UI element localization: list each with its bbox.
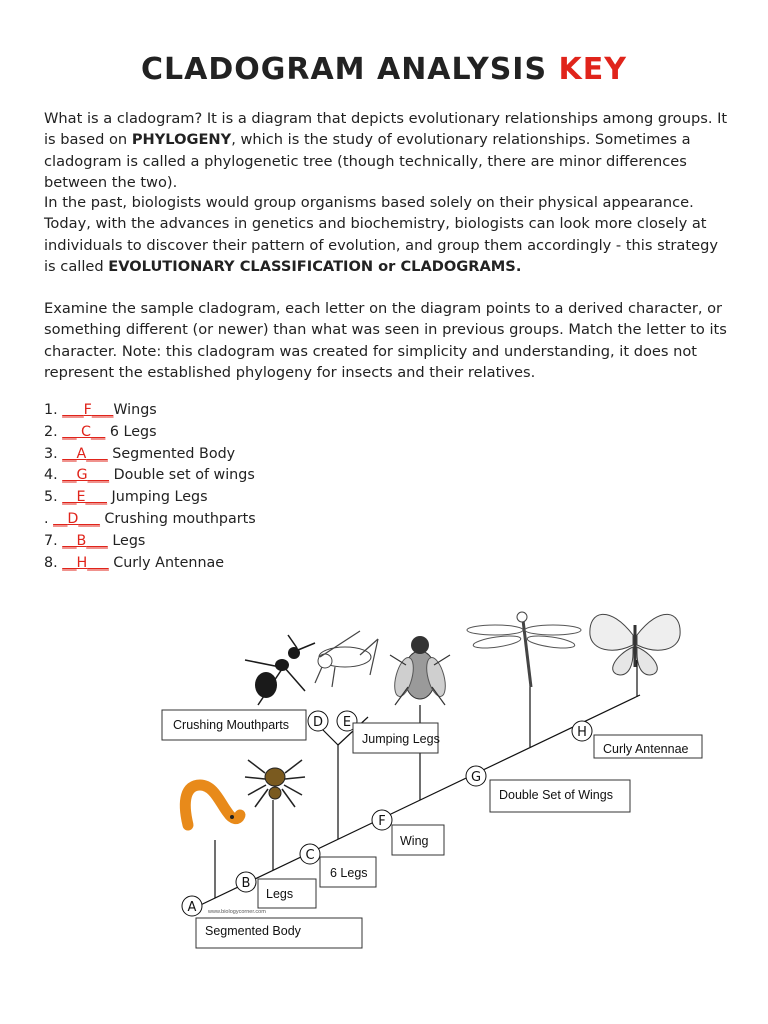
label-crushing-mouthparts <box>162 710 306 740</box>
svg-text:Curly Antennae: Curly Antennae <box>603 742 689 756</box>
butterfly-icon <box>590 614 680 675</box>
label-double-wings <box>490 780 630 812</box>
node-g <box>466 766 486 786</box>
evolutionary-classification-term: EVOLUTIONARY CLASSIFICATION or CLADOGRAMS. <box>108 257 522 275</box>
ant-icon <box>245 635 315 705</box>
worm-icon <box>185 785 240 825</box>
answer-item: 2. __ C__ 6 Legs <box>44 423 157 440</box>
intro-paragraph-3: Examine the sample cladogram, each letter on the diagram points to a derived character, or something different (or newer) than what was seen in previous groups. Match the letter to its character. Note: this cladogram was created for simplicity and understanding, it does not represent the established phylogeny for insects and their relatives. <box>44 300 727 381</box>
svg-text:Double Set of Wings: Double Set of Wings <box>499 788 613 802</box>
node-h <box>572 721 592 741</box>
svg-text:C: C <box>305 848 315 863</box>
svg-text:Segmented Body: Segmented Body <box>205 924 301 938</box>
answer-item: 7. __B___ Legs <box>44 532 146 549</box>
node-a <box>182 896 202 916</box>
svg-text:Jumping Legs: Jumping Legs <box>362 732 440 746</box>
label-curly-antennae <box>594 735 702 758</box>
label-six-legs <box>320 857 376 887</box>
cladogram-diagram <box>0 595 768 1005</box>
title-key: KEY <box>558 52 627 87</box>
cricket-icon <box>315 631 378 687</box>
spider-icon <box>245 760 305 807</box>
answer-item: 5. __E___ Jumping Legs <box>44 489 208 506</box>
page-title <box>0 52 768 87</box>
node-c <box>300 844 320 864</box>
fly-icon <box>390 636 450 705</box>
label-legs <box>258 879 316 908</box>
node-d <box>308 711 328 731</box>
answer-item: 4. __G___ Double set of wings <box>44 467 255 484</box>
node-f <box>372 810 392 830</box>
credit-text: www.biologycorner.com <box>208 909 266 915</box>
answer-item: 3. __A___ Segmented Body <box>44 445 236 462</box>
svg-text:6 Legs: 6 Legs <box>330 866 368 880</box>
phylogeny-term: PHYLOGENY <box>131 131 232 149</box>
svg-text:H: H <box>577 725 587 740</box>
svg-text:Crushing Mouthparts: Crushing Mouthparts <box>173 718 290 732</box>
intro-paragraph-2: In the past, biologists would group organisms based solely on their physical appearance. Today, with the advances in genetics and biochemistry, biologists can look more closely at individuals to discover their pattern of evolution, and group them accordingly - this strategy is called EVOLUTIONARY CLASSIFICATION or CLADOGRAMS. <box>44 194 718 275</box>
node-b <box>236 872 256 892</box>
answer-item: . __D___ Crushing mouthparts <box>44 510 256 527</box>
svg-text:E: E <box>342 715 352 730</box>
svg-text:Legs: Legs <box>266 887 294 901</box>
label-wing <box>392 825 444 855</box>
svg-text:B: B <box>241 876 251 891</box>
svg-text:F: F <box>378 814 386 829</box>
title-main: CLADOGRAM ANALYSIS <box>140 52 548 87</box>
svg-text:A: A <box>187 900 197 915</box>
answer-list <box>44 400 256 574</box>
svg-text:D: D <box>312 715 324 730</box>
svg-text:G: G <box>470 770 482 785</box>
intro-paragraph-1: What is a cladogram? It is a diagram that depicts evolutionary relationships among groups. It is based on PHYLOGENY, which is the study of evolutionary relationships. Sometimes a cladogram is called a phylogenetic tree (though technically, there are minor differences between the two). <box>44 110 728 191</box>
label-segmented-body <box>196 918 362 948</box>
answer-item: 8. __H___ Curly Antennae <box>44 554 225 571</box>
label-jumping-legs <box>353 723 440 753</box>
answer-item: 1. ___F___Wings <box>44 402 157 418</box>
svg-text:Wing: Wing <box>400 834 429 848</box>
dragonfly-icon <box>467 612 581 687</box>
